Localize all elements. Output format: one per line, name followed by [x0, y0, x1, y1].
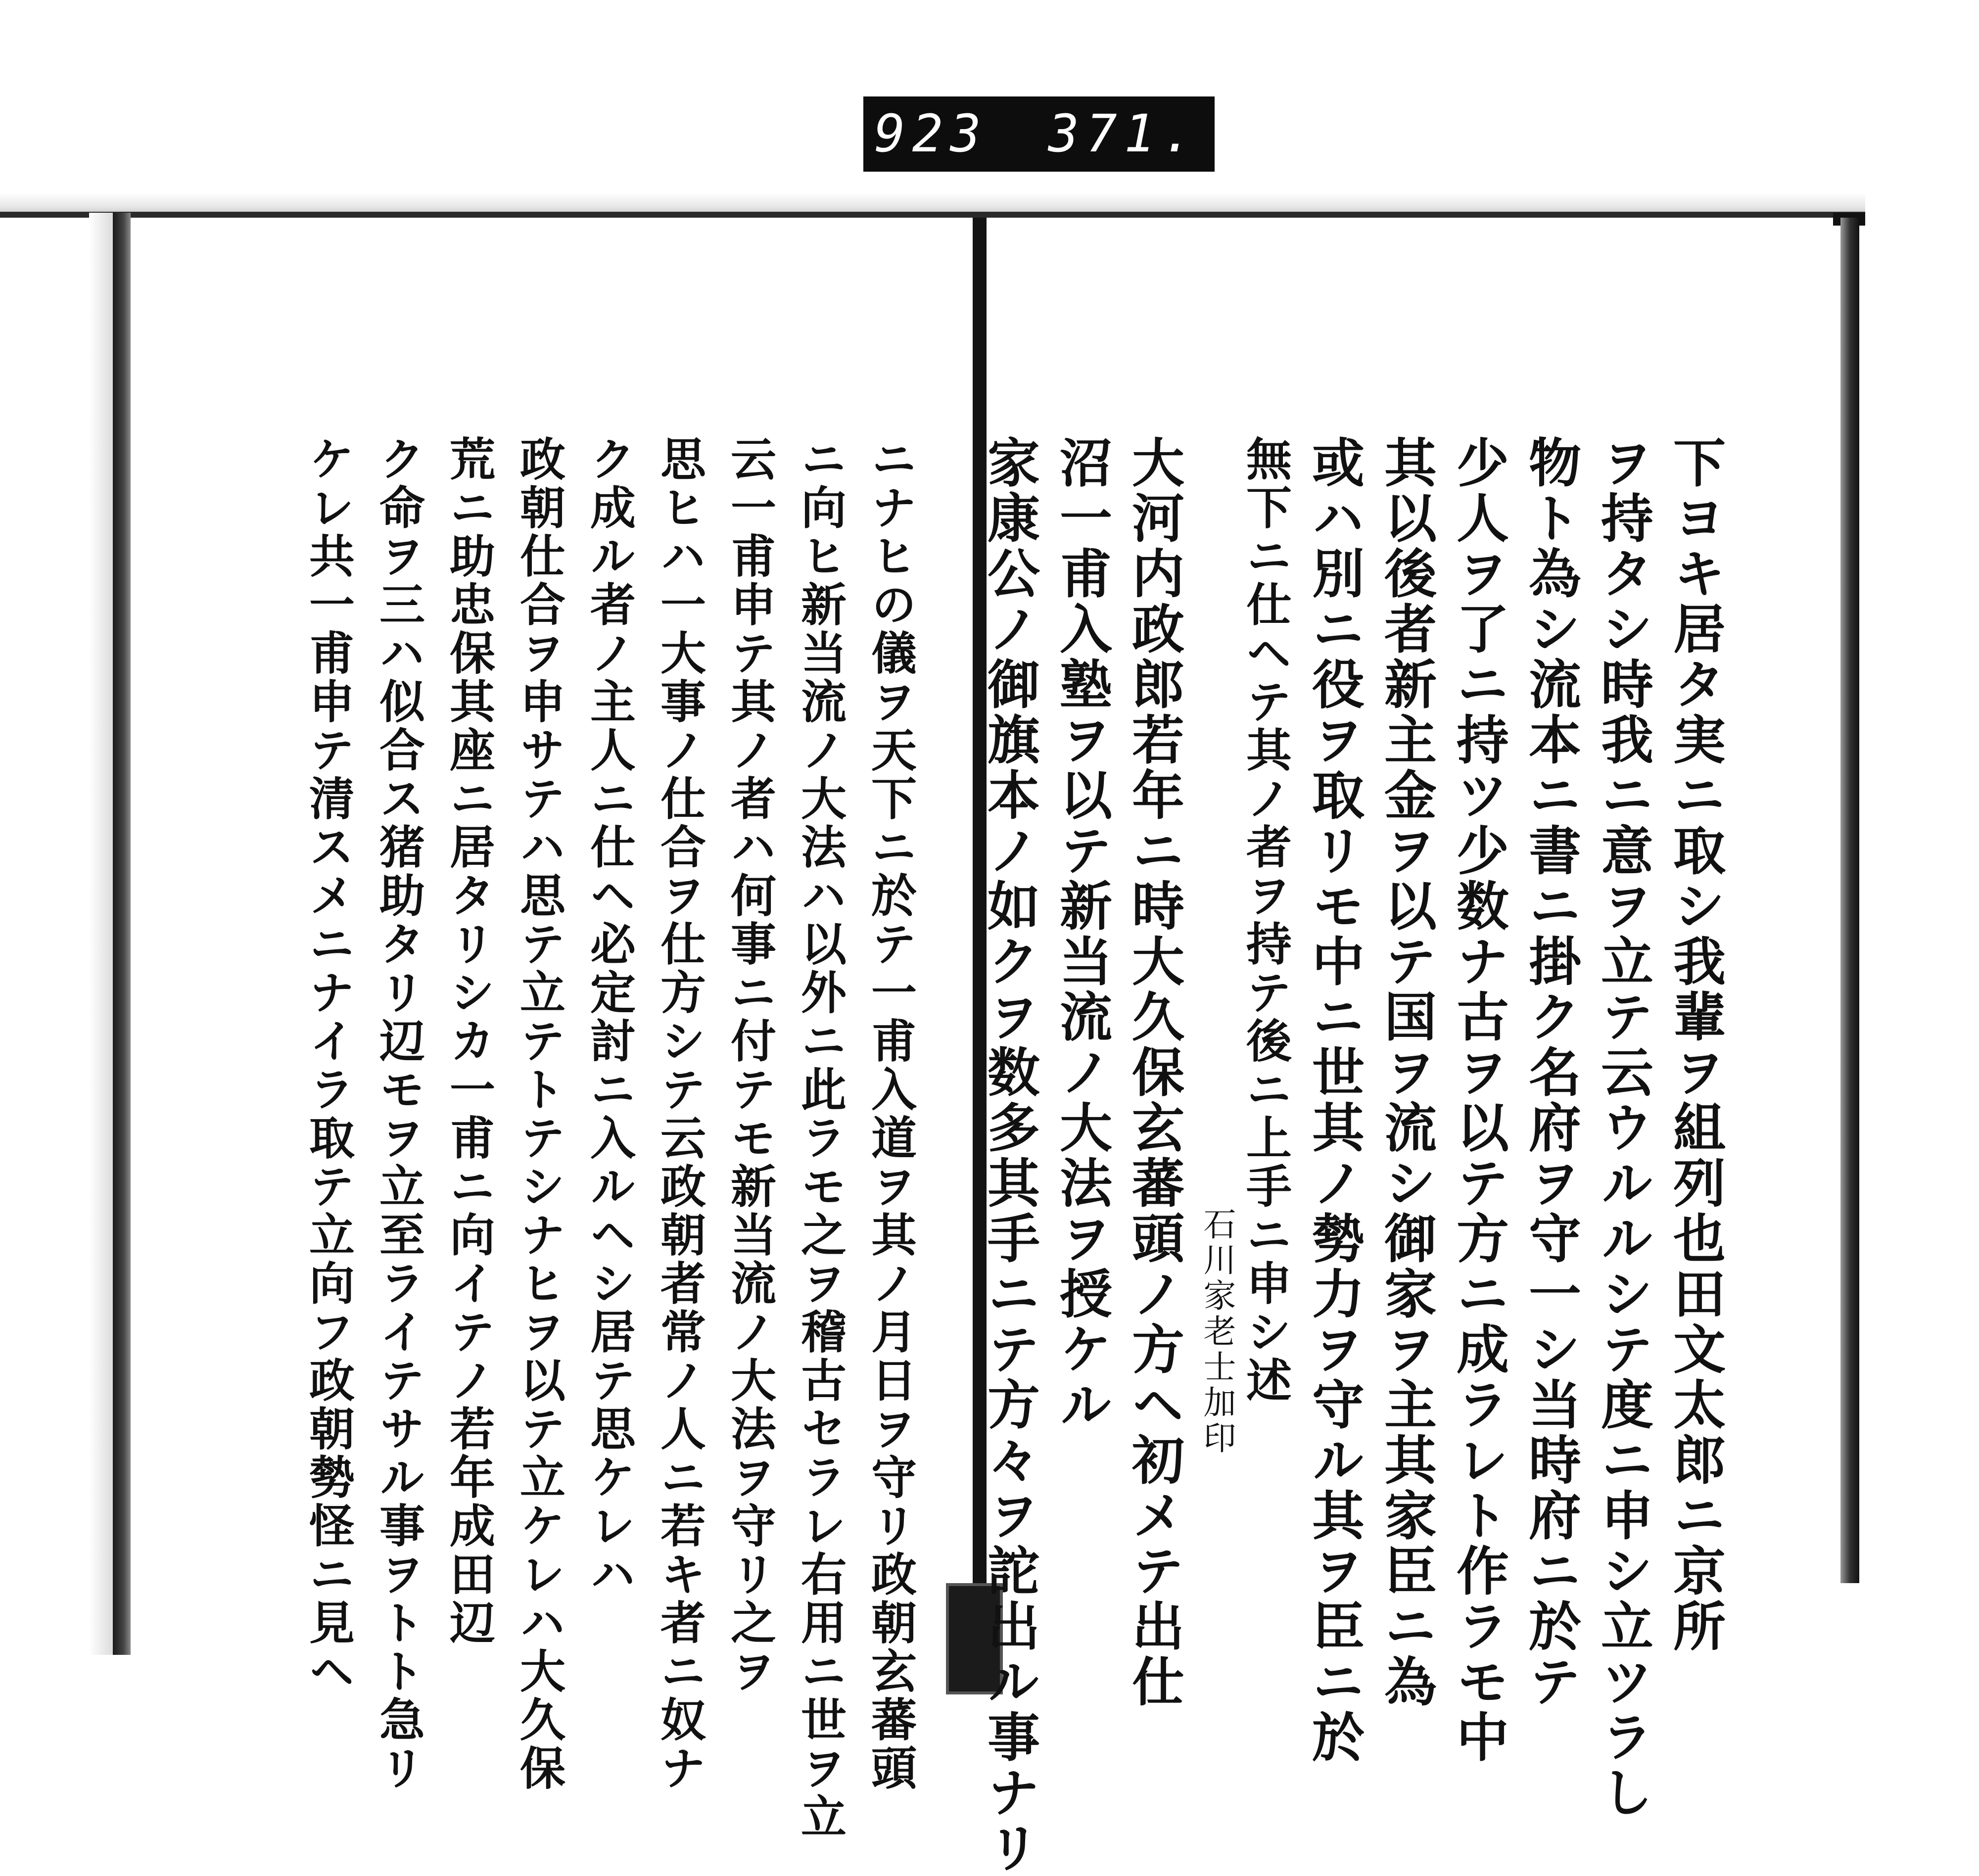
text-column: ヲ持タシ時我ニ意ヲ立テ云ウルルシテ度ニ申シ立ツラし: [1593, 435, 1654, 1821]
book-right-edge: [1840, 218, 1859, 1583]
text-column: 家康公ノ御旗本ノ如クヲ数多其手ニテ方々ヲ詑出ル事ナリ: [979, 435, 1041, 1876]
text-column: ニ向ヒ新当流ノ大法ハ以外ニ此ラモ之ヲ稽古セラレ右用ニ世ヲ立: [794, 435, 847, 1841]
text-column: 或ハ別ニ役ヲ取リモ中ニ世其ノ勢力ヲ守ル其ヲ臣ニ於: [1304, 435, 1366, 1765]
text-column: ク成ル者ノ主人ニ仕ヘ必定討ニ入ルヘシ居テ思ケレハ: [583, 435, 636, 1599]
text-column: 大河内政郎若年ニ時大久保玄蕃頭ノ方ヘ初メテ出仕: [1124, 435, 1185, 1710]
book-top-edge: [0, 212, 1865, 218]
text-column: 荒ニ助忠保其座ニ居タリシカ一甫ニ向イテノ若年成田辺: [442, 435, 496, 1647]
text-column: 政朝仕合ヲ申サテハ思テ立テトテシナヒヲ以テ立ケレハ大久保: [513, 435, 566, 1793]
right-page-text: [964, 435, 1727, 1876]
right-page: [979, 218, 1840, 1876]
left-page-shadow: [89, 213, 113, 1655]
call-number-right: 371.: [1048, 103, 1200, 164]
text-column: 無下ニ仕ヘテ其ノ者ヲ持テ後ニ上手ニ申シ述: [1239, 435, 1292, 1405]
text-column: ク命ヲ三ハ似合ス猪助タリ辺モヲ立至ライテサル事ヲトト急リ: [372, 435, 425, 1793]
call-number-left: 923: [874, 103, 988, 164]
text-column: 云一甫申テ其ノ者ハ何事ニ付テモ新当流ノ大法ヲ守リ之ヲ: [723, 435, 777, 1696]
left-page: [131, 218, 973, 1841]
margin-note: 石川家老士加印: [1198, 1207, 1236, 1456]
text-column: 思ヒハ一大事ノ仕合ヲ仕方シテ云政朝者常ノ人ニ若キ者ニ奴ナ: [653, 435, 707, 1793]
text-column: ケレ共一甫申テ清スメニナイラ取テ立向フ政朝勢怪ニ見ヘ: [302, 435, 355, 1696]
call-number-label: [863, 96, 1215, 172]
book-left-edge: [113, 213, 131, 1655]
text-column: 其以後者新主金ヲ以テ国ヲ流シ御家ヲ主其家臣ニ為: [1376, 435, 1438, 1710]
text-column: 沼一甫入塾ヲ以テ新当流ノ大法ヲ授ケル: [1051, 435, 1113, 1433]
text-column: 下ヨキ居タ実ニ取シ我輩ヲ組列也田文太郎ニ京所: [1665, 435, 1727, 1654]
text-column: ニナヒの儀ヲ天下ニ於テ一甫入道ヲ其ノ月日ヲ守リ政朝玄蕃頭: [864, 435, 917, 1793]
left-page-text: [281, 435, 917, 1841]
text-column: 物ト為シ流本ニ書ニ掛ク名府ヲ守一シ当時府ニ於テ: [1520, 435, 1582, 1710]
book-top-edge-shadow: [0, 193, 1865, 213]
text-column: 少人ヲ了ニ持ツ少数ナ古ヲ以テ方ニ成ラレト作ラモ中: [1448, 435, 1510, 1765]
